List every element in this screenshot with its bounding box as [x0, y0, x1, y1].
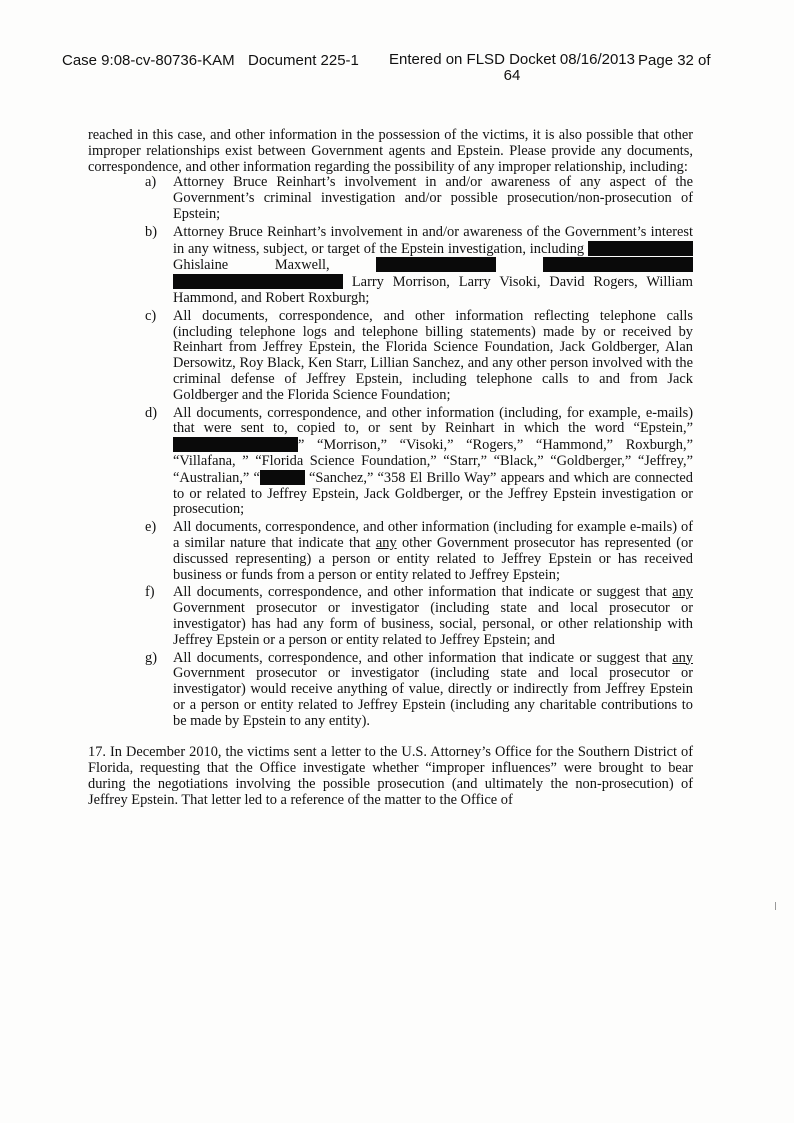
- item-marker: b): [145, 223, 157, 240]
- document-number: Document 225-1: [248, 52, 359, 69]
- item-text: Government prosecutor or investigator (including state and local prosecutor or investigator) would receive anything of value, directly or indirectly from Jeffrey Epstein or a person or entity related to Jeffrey Epstein (including any charitable contributions to be made by Epstein to any entity).: [173, 665, 693, 729]
- page-total: 64: [503, 67, 521, 84]
- page-number: [638, 52, 711, 69]
- list-item: [145, 307, 693, 404]
- list-item: [145, 404, 693, 519]
- item-text: All documents, correspondence, and other information that indicate or suggest that: [173, 649, 667, 666]
- list-item: [145, 649, 693, 730]
- item-marker: g): [145, 649, 157, 666]
- entered-text: Entered on FLSD Docket 08/16/2013: [389, 51, 635, 68]
- emphasis-any: any: [672, 649, 693, 666]
- redaction-box: [543, 257, 693, 272]
- item-text: Attorney Bruce Reinhart’s involvement in and/or awareness of the Government’s interest in any witness, subject, or target of the Epstein investigation, including: [173, 223, 693, 257]
- item-text: Attorney Bruce Reinhart’s involvement in and/or awareness of any aspect of the Government’s criminal investigation and/or possible prosecution/non-prosecution of Epstein;: [173, 174, 693, 222]
- request-list: [88, 175, 693, 729]
- page-label: Page 32 of: [638, 52, 711, 69]
- list-item: [145, 519, 693, 583]
- case-number: Case 9:08-cv-80736-KAM: [62, 52, 235, 69]
- paragraph-17: 17. In December 2010, the victims sent a letter to the U.S. Attorney’s Office for the Southern District of Florida, requesting that the Office investigate whether “improper influences” were brought to bear during the negotiations involving the possible prosecution (and ultimately the non-prosecution) of Jeffrey Epstein. That letter led to a reference of the matter to the Office of: [88, 744, 693, 808]
- item-marker: e): [145, 519, 157, 536]
- list-item: [145, 223, 693, 307]
- item-text: Larry Morrison, Larry Visoki, David Rogers, William Hammond, and Robert Roxburgh;: [173, 274, 693, 306]
- item-marker: d): [145, 404, 157, 421]
- intro-paragraph: reached in this case, and other information in the possession of the victims, it is also possible that other improper relationships exist between Government agents and Epstein. Please provide any documents, correspondence, and other information regarding the possibility of any improper relationship, including:: [88, 127, 693, 175]
- item-marker: f): [145, 584, 155, 601]
- docket-header: [0, 52, 794, 92]
- item-text: Ghislaine Maxwell,: [173, 257, 330, 274]
- scan-mark: [775, 902, 780, 910]
- document-body: [88, 128, 693, 809]
- item-text: All documents, correspondence, and other information reflecting telephone calls (including telephone logs and telephone billing statements) made by or received by Reinhart from Jeffrey Epstein, the Florida Science Foundation, Jack Goldberger, Alan Dersowitz, Roy Black, Ken Starr, Lillian Sanchez, and any other person involved with the criminal defense of Jeffrey Epstein, including telephone calls to and from Jack Goldberger and the Florida Science Foundation;: [173, 307, 693, 403]
- item-text: All documents, correspondence, and other information (including for example e-mails) of a similar nature that indicate that: [173, 519, 693, 551]
- redaction-box: [588, 241, 693, 256]
- list-item: [145, 584, 693, 648]
- redaction-box: [376, 257, 496, 272]
- item-text: ” “Morrison,” “Visoki,” “Rogers,” “Hammond,” Roxburgh,” “Villafana, ” “Florida Science Foundation,” “Starr,” “Black,” “Goldberger,” “Jeffrey,” “Australian,” “: [173, 437, 693, 486]
- item-text: Government prosecutor or investigator (including state and local prosecutor or investigator) has had any form of business, social, personal, or other relationship with Jeffrey Epstein or a person or entity related to Jeffrey Epstein; and: [173, 600, 693, 648]
- entered-on-docket: [382, 52, 642, 67]
- redaction-box: [173, 274, 343, 289]
- emphasis-any: any: [375, 534, 397, 551]
- redaction-box: [173, 437, 298, 452]
- redaction-box: [260, 470, 305, 485]
- item-text: “Sanchez,” “358 El Brillo Way” appears and which are connected to or related to Jeffrey Epstein, Jack Goldberger, or the Jeffrey Epstein investigation or prosecution;: [173, 469, 693, 518]
- emphasis-any: any: [672, 584, 693, 601]
- item-marker: c): [145, 307, 157, 324]
- item-text: other Government prosecutor has represented (or discussed representing) a person or entity related to Jeffrey Epstein or has received business or funds from a person or entity related to Jeffrey Epstein;: [173, 534, 693, 583]
- item-text: All documents, correspondence, and other information that indicate or suggest that: [173, 584, 667, 601]
- item-marker: a): [145, 174, 157, 191]
- item-text: All documents, correspondence, and other information (including, for example, e-mails) that were sent to, copied to, or sent by Reinhart in which the word “Epstein,”: [173, 404, 693, 437]
- list-item: [145, 174, 693, 222]
